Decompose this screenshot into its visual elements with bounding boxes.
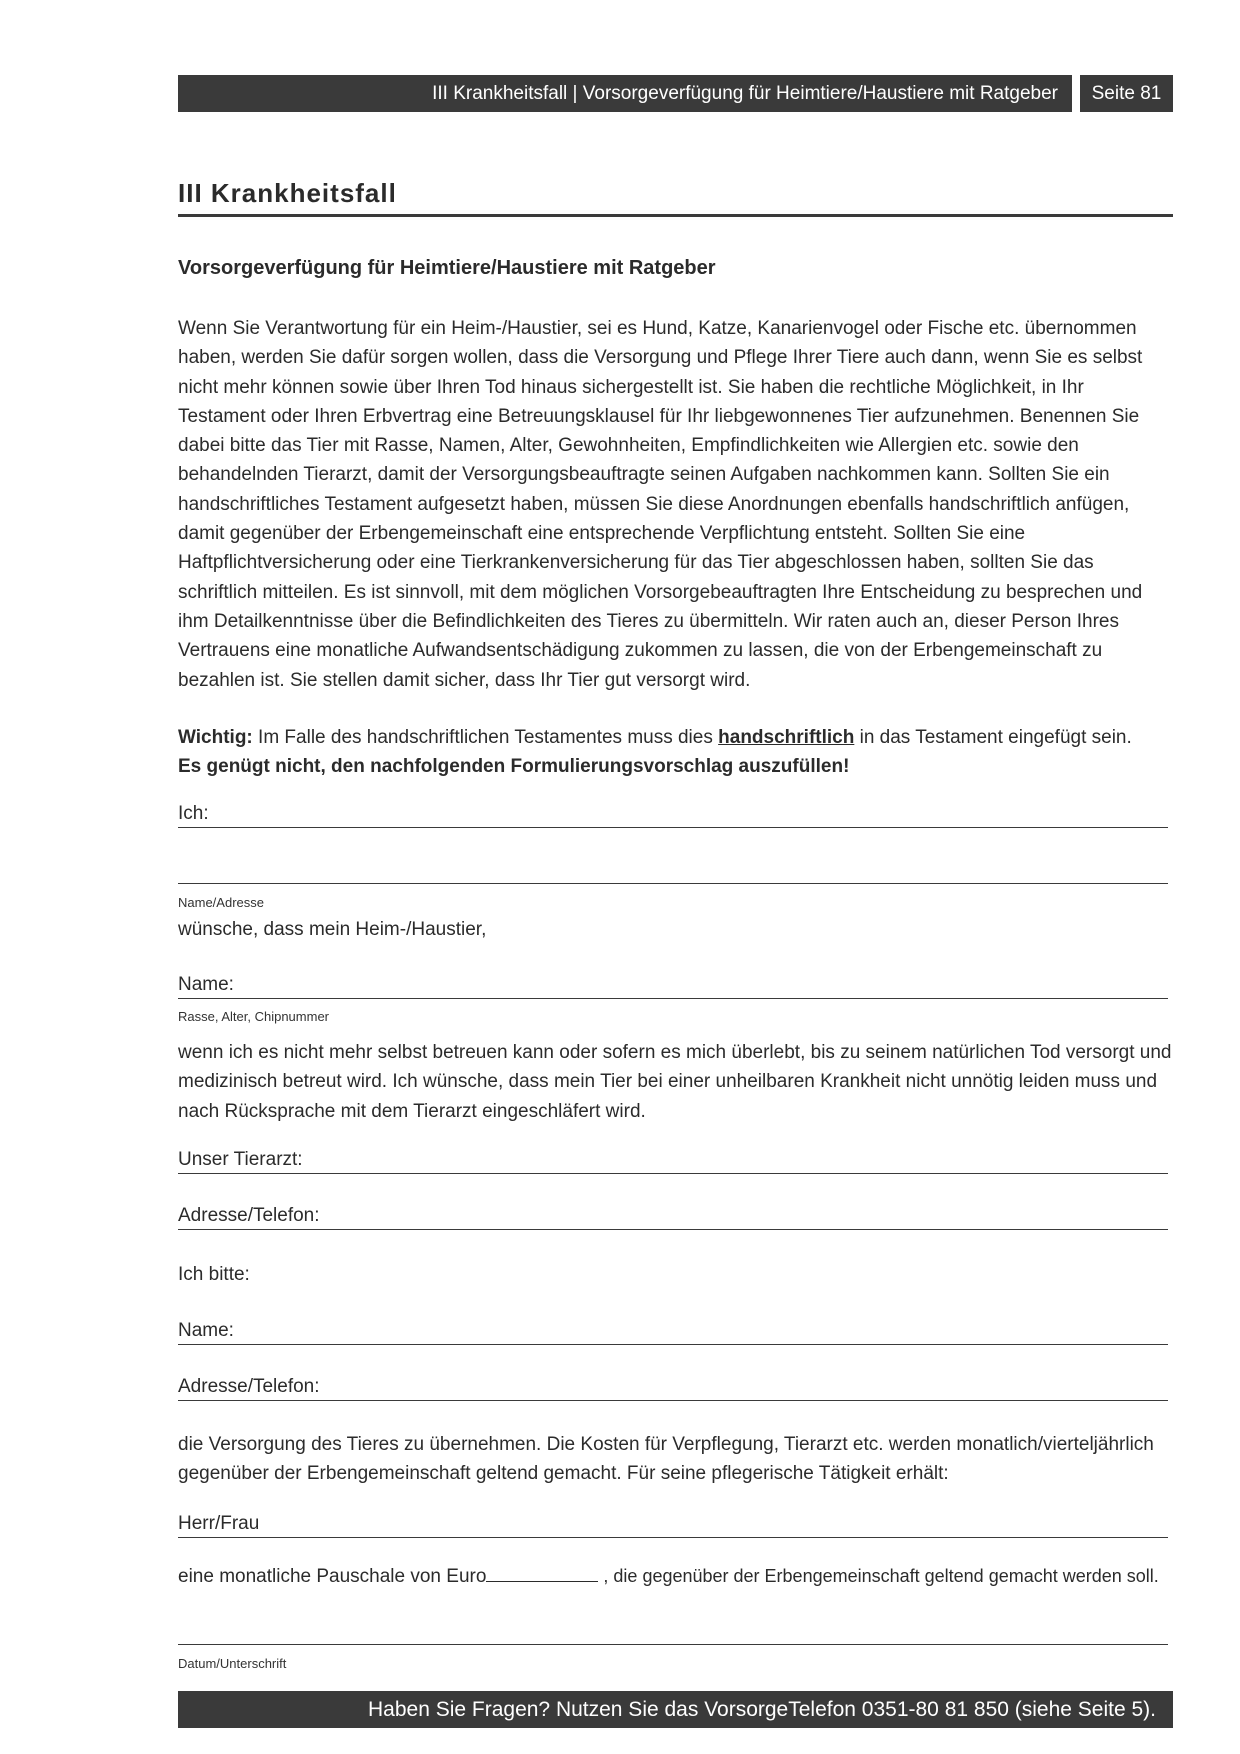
person-field[interactable] — [178, 1513, 1168, 1538]
pet-name-field[interactable] — [178, 974, 1168, 999]
signature-caption: Datum/Unterschrift — [178, 1656, 287, 1671]
intro-paragraph: Wenn Sie Verantwortung für ein Heim-/Haustier, sei es Hund, Katze, Kanarienvogel oder Fische etc. übernommen haben, werden Sie dafür sorgen wollen, dass die Versorgung und Pflege Ihrer Tiere auch dann, wenn Sie es selbst nicht mehr können sowie über Ihren Tod hinaus sichergestellt ist. Sie haben die rechtliche Möglichkeit, in Ihr Testament oder Ihren Erbvertrag eine Betreuungsklausel für Ihr liebgewonnenes Tier aufzunehmen. Benennen Sie dabei bitte das Tier mit Rasse, Namen, Alter, Gewohnheiten, Empfindlichkeiten wie Allergien etc. sowie den behandelnden Tierarzt, damit der Versorgungsbeauftragte seinen Aufgaben nachkommen kann. Sollten Sie ein handschriftliches Testament aufgesetzt haben, müssen Sie diese Anordnungen ebenfalls handschriftlich anfügen, damit gegenüber der Erbengemeinschaft eine entsprechende Verpflichtung entsteht. Sollten Sie eine Haftpflichtversicherung oder eine Tierkrankenversicherung für das Tier abgeschlossen haben, sollten Sie das schriftlich mitteilen. Es ist sinnvoll, mit dem möglichen Vorsorgebeauftragten Ihre Entscheidung zu besprechen und ihm Detailkenntnisse über die Befindlichkeiten des Tieres zu übermitteln. Wir raten auch an, dieser Person Ihres Vertrauens eine monatliche Aufwandsentschädigung zukommen zu lassen, die von der Erbengemeinschaft zu bezahlen ist. Sie stellen damit sicher, dass Ihr Tier gut versorgt wird. — [178, 318, 1143, 691]
important-line2: Es genügt nicht, den nachfolgenden Formulierungsvorschlag auszufüllen! — [178, 756, 850, 778]
pet-name-label: Name: — [178, 974, 234, 995]
caretaker-address-field[interactable] — [178, 1376, 1168, 1401]
pet-caption: Rasse, Alter, Chipnummer — [178, 1009, 330, 1024]
footer-bar: Haben Sie Fragen? Nutzen Sie das VorsorgeTelefon 0351-80 81 850 (siehe Seite 5). — [178, 1691, 1173, 1728]
care-paragraph: wenn ich es nicht mehr selbst betreuen kann oder sofern es mich überlebt, bis zu seinem natürlichen Tod versorgt und medizinisch betreut wird. Ich wünsche, dass mein Tier bei einer unheilbaren Krankheit nicht unnötig leiden muss und nach Rücksprache mit dem Tierarzt eingeschläfert wird. — [178, 1042, 1172, 1122]
document-subtitle: Vorsorgeverfügung für Heimtiere/Haustiere mit Ratgeber — [178, 257, 716, 279]
ask-label: Ich bitte: — [178, 1264, 250, 1285]
vet-address-label: Adresse/Telefon: — [178, 1205, 320, 1226]
important-note — [178, 723, 1173, 782]
section-title: III Krankheitsfall — [178, 178, 397, 208]
important-text-after: in das Testament eingefügt sein. — [854, 727, 1132, 748]
euro-amount-blank[interactable] — [486, 1563, 598, 1582]
section-rule — [178, 214, 1173, 217]
costs-paragraph: die Versorgung des Tieres zu übernehmen. Die Kosten für Verpflegung, Tierarzt etc. werden monatlich/vierteljährlich gegenüber der Erbengemeinschaft geltend gemacht. Für seine pflegerische Tätigkeit erhält: — [178, 1434, 1154, 1485]
ich-field[interactable] — [178, 803, 1168, 828]
vet-address-field[interactable] — [178, 1205, 1168, 1230]
important-emphasis: handschriftlich — [718, 727, 855, 748]
name-address-caption: Name/Adresse — [178, 895, 264, 910]
flat-rate-after: , die gegenüber der Erbengemeinschaft geltend gemacht werden soll. — [598, 1566, 1159, 1586]
caretaker-name-field[interactable] — [178, 1320, 1168, 1345]
vet-label: Unser Tierarzt: — [178, 1149, 303, 1170]
vet-field[interactable] — [178, 1149, 1168, 1174]
name-address-field[interactable] — [178, 883, 1168, 884]
wish-text: wünsche, dass mein Heim-/Haustier, — [178, 919, 487, 940]
running-header: III Krankheitsfall | Vorsorgeverfügung für Heimtiere/Haustiere mit Ratgeber — [178, 75, 1072, 112]
flat-rate-before: eine monatliche Pauschale von Euro — [178, 1566, 487, 1587]
person-label: Herr/Frau — [178, 1513, 260, 1534]
flat-rate-line — [178, 1562, 1173, 1591]
important-text-before: Im Falle des handschriftlichen Testamentes muss dies — [252, 727, 719, 748]
caretaker-name-label: Name: — [178, 1320, 234, 1341]
caretaker-address-label: Adresse/Telefon: — [178, 1376, 320, 1397]
page-number: Seite 81 — [1080, 75, 1173, 112]
ich-label: Ich: — [178, 803, 209, 824]
signature-field[interactable] — [178, 1644, 1168, 1645]
important-label: Wichtig: — [178, 727, 253, 748]
